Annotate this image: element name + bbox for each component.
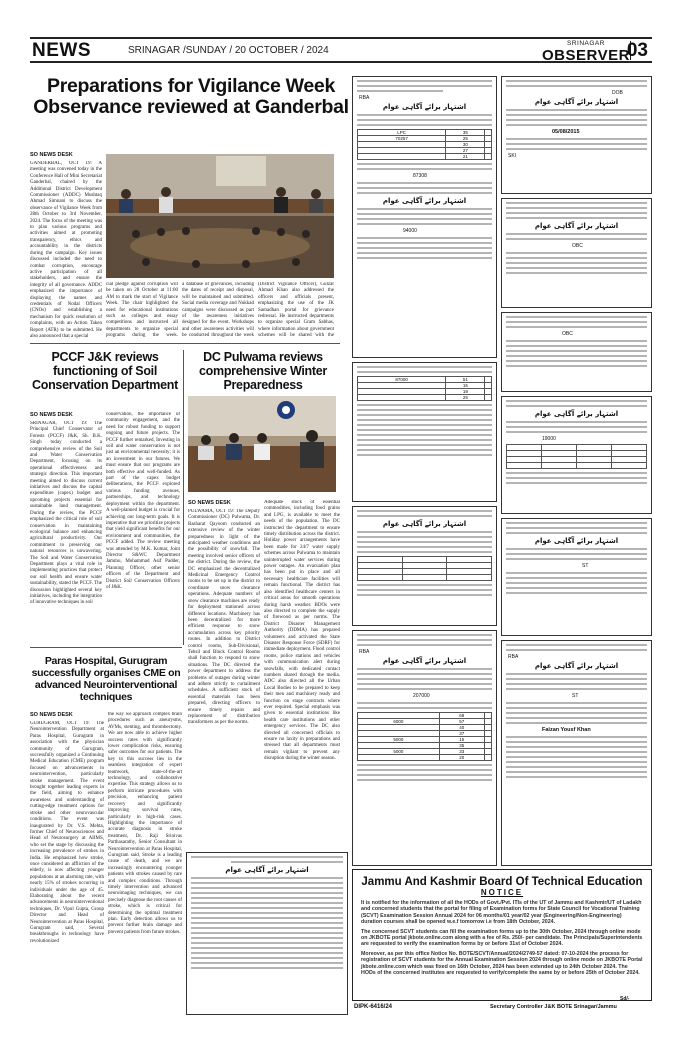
ad-table	[506, 444, 647, 469]
notice-signed: Sd/-	[620, 996, 630, 1002]
pulwama-photo	[188, 396, 336, 492]
pccf-byline: SO NEWS DESK	[30, 412, 73, 418]
table-cell: 68	[439, 713, 484, 719]
table-cell: 20	[439, 755, 484, 761]
table-cell: 25	[446, 395, 485, 401]
classified-ad	[186, 852, 348, 1015]
lead-headline: Preparations for Vigilance Week Observance reviewed at Ganderbal	[33, 75, 349, 118]
ad-heading: اشتہار برائے آگاہی عوام	[382, 520, 467, 528]
ad-signature: Faizan Yousf Khan	[542, 727, 591, 733]
notice-label: NOTICE	[480, 888, 524, 897]
section-title: NEWS	[32, 40, 91, 61]
classified-ad	[352, 506, 497, 626]
notice-title: Jammu And Kashmir Board Of Technical Education	[361, 876, 643, 888]
ad-code: RBA	[508, 654, 519, 660]
ad-table	[357, 556, 492, 581]
ad-code: 87308	[413, 173, 427, 179]
lead-byline: SO NEWS DESK	[30, 152, 73, 158]
ad-heading: اشتہار برائے آگاہی عوام	[382, 197, 467, 205]
ad-code: 207000	[413, 693, 430, 699]
table-cell: 87000	[358, 377, 446, 383]
ad-heading: اشتہار برائے آگاہی عوام	[534, 537, 619, 545]
table-cell: 51	[446, 377, 485, 383]
ad-code: 19000	[542, 436, 556, 442]
brand-name: OBSERVER	[542, 46, 630, 64]
classified-ad	[501, 76, 652, 194]
paras-text-col2: the way we approach complex brain procedures such as aneurysms, AVMs, stenting, and thrombectomy. We are now able to achieve higher success rates with significantly lower complication risks, ensuring safer outcomes for our patients. The key to this success lies in the seamless integration of expert teamwork, state-of-the-art technology, and collaborative expertise. This strategy allows us to perform intricate procedures with precision, enhancing patient recovery and significantly improving survival rates, particularly in high-risk cases. Highlighting the importance of accurate diagnosis in stroke treatment, Dr. Raji Srinivas Parthasarathy, Senior Consultant in Neurointervention at Paras Hospital, Gurugram said, Stroke is a leading cause of death, and we are increasingly encountering younger patients with strokes caused by rare and complex conditions. Through timely intervention and advanced neuroimaging techniques, we can precisely diagnose the root causes of stroke, which is critical for determining the optimal treatment plan. Early detection allows us to prevent further brain damage and prevent patients from future strokes.	[108, 712, 182, 935]
table-cell: 37	[439, 731, 484, 737]
table-cell: 19	[446, 389, 485, 395]
table-cell: 15	[439, 737, 484, 743]
ad-heading: اشتہار برائے آگاہی عوام	[534, 662, 619, 670]
table-cell: 35	[439, 743, 484, 749]
ad-heading: اشتہار برائے آگاہی عوام	[225, 866, 309, 874]
lead-text-col2: cial pledge against corruption will be taken on 28 October at 11:00 AM to mark the start of Vigilance Week. The chair highlighted the need for educational institutions such as colleges and essay competitions and instructed all departments to organize special programs during the week.	[106, 282, 178, 338]
table-cell: 5000	[358, 749, 440, 755]
pccf-headline: PCCF J&K reviews functioning of Soil Conservation Department	[32, 350, 178, 392]
table-cell: 6000	[358, 719, 440, 725]
lead-byline-block	[30, 152, 102, 347]
table-cell: 33	[439, 749, 484, 755]
ad-heading: اشتہار برائے آگاہی عوام	[534, 222, 619, 230]
table-cell: 30	[446, 142, 485, 148]
ad-code: ST	[572, 693, 579, 699]
stamp-date: 05/08/2015	[552, 129, 580, 135]
classified-ad	[352, 630, 497, 866]
paras-text-col1: GURUGRAM, OCT 19: The Neurointervention Department at Paras Hospital, Gurugram in association with the physician community of Gurugram, successfully organized a Continuing Medical Education (CME) program focused on advancements in neurointervention, particularly stroke management. The event brought together leading experts in the field, aiming to enhance awareness and understanding of cutting-edge treatment options for stroke and other neurovascular conditions. The event was inaugurated by Dr. V.S. Mehta, former Chief of Neurosciences and Head of Neurosurgery at AIIMS, who set the stage by discussing the increasing prevalence of strokes in India. He emphasized how stroke, once considered an affliction of the elderly, is now affecting younger populations at an alarming rate, with nearly 15% of strokes occurring in individuals under the age of 45. Elaborating about the recent advancements in neurointerventional techniques, Dr. Vipul Gupta, Group Director and Head of Neurointervention at Paras Hospital, Gurugram said, Several breakthroughs in technology have revolutionized	[30, 721, 104, 944]
ad-code: ST	[582, 563, 589, 569]
ad-table	[357, 376, 492, 401]
ad-heading: اشتہار برائے آگاہی عوام	[534, 98, 619, 106]
ad-code: RBA	[359, 649, 370, 655]
table-cell: 21	[446, 154, 485, 160]
lead-text-col1: GANDERBAL, OCT 19: A meeting was convened today in the Conference Hall of Mini Secretariat Ganderbal, chaired by the Additional District Development Commissioner (ADDC) Mushtaq Ahmad Simnani to discuss the observance of Vigilance Week from 28th October to 3rd November, 2024. The focus of the meeting was to plan various programs and activities aimed at promoting transparency, ethics and accountability in the districts during the campaign. Key issues discussed included the need to combat corruption, encourage active participation of all stakeholders, and ensure the integrity of all governance. ADDC emphasized the importance of displaying the names and credentials of Nodal Officers (CNOs) and establishing a mechanism for quick resolution of complaints, with an Action Taken Report (ATR) to be submitted. He also announced that a special	[30, 161, 102, 339]
ad-heading: اشتہار برائے آگاہی عوام	[382, 657, 467, 665]
table-cell: 70257	[358, 136, 446, 142]
table-cell: 27	[446, 148, 485, 154]
ad-heading: اشتہار برائے آگاہی عوام	[382, 103, 467, 111]
dipk-number: DIPK-6416/24	[354, 1004, 393, 1010]
table-cell: 35	[446, 130, 485, 136]
ad-code: RBA	[359, 95, 370, 101]
table-cell: 40	[439, 725, 484, 731]
paras-byline: SO NEWS DESK	[30, 712, 73, 718]
brand-top: SRINAGAR	[566, 40, 605, 47]
ad-table	[357, 129, 492, 160]
pulwama-col1-block	[188, 500, 260, 845]
divider	[183, 350, 184, 645]
pccf-text-col1: SRINAGAR, OCT 19: The Principal Chief Conservator of Forests (PCCF) J&K, Sh. B.K. Singh today conducted a comprehensive review of the Soil and Water Conservation Department, focusing on its operational effectiveness and strategic direction. This important meeting aimed to discuss current initiatives and discuss the capital expenditure (capex) budget and upcoming projects essential for sustainable land management. During the review, the PCCF emphasized the critical role of soil conservation in maintaining ecological balance and enhancing agricultural productivity. Our commitment to preserving our natural resources is unwavering. The Soil and Water Conservation Department plays a vital role in implementing practices that protect our soil health and ensure water sustainability, stated the PCCF. The discussion highlighted several key initiatives, including the integration of innovative techniques in soil	[30, 421, 102, 606]
notice-signatory: Secretary Controller J&K BOTE Srinagar/Jammu	[490, 1004, 617, 1010]
ad-heading: اشتہار برائے آگاہی عوام	[534, 410, 619, 418]
ad-table	[357, 712, 492, 761]
classified-ad	[501, 396, 652, 514]
pulwama-headline: DC Pulwama reviews comprehensive Winter Preparedness	[199, 350, 327, 392]
page-number: 03	[626, 40, 648, 61]
lead-text-col4: (District Vigilance Officer), Gulzar Ahmad Khan also addressed the officers and officials present, emphasizing the use of the JK Samadhan portal for grievance redressal. He instructed departments to organize special Gram Sabhas, where information about government schemes will be shared with the	[258, 282, 334, 338]
pulwama-text-col1: PULWAMA, OCT 19: The Deputy Commissioner (DC) Pulwama, Dr. Basharat Qayoom conducted an extensive review of the winter preparedness in light of the anticipated weather conditions and the possibility of snowfall. The meeting involved senior officers of the district. During the review, the DC emphasized the decentralized Medicinal Emergency Control rooms to be set up in the district to coordinate snow clearance operations. Adequate numbers of snow clearance machines are ready for deployment stationed across different locations. Machinery has been decentralized for more efficient response to snow accumulation across key priority routes. In addition to District control rooms, Sub-Divisional, Tehsil and Block Control Rooms shall function to respond to snow situations. The DC directed the power department to address the problems of outages during winter and adhere strictly to curtailment schedules. A sufficient stock of essential materials has been prepared, directing officers to ensure timely repairs and replacement of distribution transformers as per the norms.	[188, 509, 260, 726]
classified-ad	[352, 76, 497, 358]
lead-photo	[106, 154, 334, 278]
meeting-photo-icon	[188, 396, 336, 492]
masthead	[30, 37, 652, 63]
pulwama-byline: SO NEWS DESK	[188, 500, 231, 506]
classified-ad	[501, 518, 652, 636]
pccf-col1-block	[30, 412, 102, 649]
dateline: SRINAGAR /SUNDAY / 20 OCTOBER / 2024	[128, 45, 329, 56]
notice-para-1: It is notified for the information of all the HODs of Govt./Pvt. ITIs of the UT of Jammu and Kashmir/UT of Ladakh and concerned students that the portal for filing of Examination forms for State Council for Vocational Training (SCVT) Examination Session Annual 2024 for 06 months/01 year/02 year (Engineering/Non-Engineering) duration courses shall be opened w.e.f tomorrow i.e from 18th October, 2024.	[361, 900, 642, 926]
table-cell: 15	[446, 383, 485, 389]
notice-para-2: The concerned SCVT students can fill the examination forms up to the 30th October, 2024 through online mode on JKBOTE portal jkbote.online.com along with a fee of Rs. 250/- per candidate. The Principals/Superintendents are requested to verify the examination forms by or before 31st of October 2024.	[361, 928, 643, 948]
ad-code: DOB	[612, 90, 623, 96]
paras-col1-block	[30, 712, 104, 1021]
divider	[30, 647, 182, 648]
table-cell: 5000	[358, 737, 440, 743]
paras-headline: Paras Hospital, Gurugram successfully organises CME on advanced Neurointerventional techniques	[31, 655, 181, 703]
lead-text-col3: a database of grievances, including the dates of receipt and disposal, will be maintained and submitted. Social media coverage and Nukkad campaigns were discussed as part of the awareness initiatives designed for the event. Workshops and other awareness activities will be conducted throughout the week	[182, 282, 254, 338]
ad-code: OBC	[562, 331, 573, 337]
classified-ad	[501, 640, 652, 866]
classified-ad	[501, 198, 652, 308]
table-cell: LPC	[358, 130, 446, 136]
classified-ad	[352, 362, 497, 502]
classified-ad	[501, 312, 652, 392]
ad-code: OBC	[572, 243, 583, 249]
table-cell: 25	[446, 136, 485, 142]
pulwama-text-col2: Adequate stock of essential commodities, including food grains and LPG, is available to meet the needs of the population. The DC instructed the department to ensure timely distribution across the district. Holiday power arrangements have been made for 24/7 water supply schemes across Pulwama to maintain uninterrupted water services during power outages. An evacuation plan has been put in place and all necessary healthcare facilities will remain functional. The district has also identified healthcare centers in critical areas for smooth operations during harsh weather. BDOs were also directed to complete the supply of firewood as per norms. The District Disaster Management Authority (DDMA) has prepared volunteers and activated the State Disaster Response Force (SDRF) for immediate deployment. Flood control rooms, police stations and vehicles with communication alert during snowfalls, with dedicated contact numbers shared through the media. ADC also directed all the Urban Local Bodies to be prepared to keep their men and machinery ready and function on stage contracts where ever required. Special emphasis was given to essential institutions like health care institutions and other emergency services. The DC also directed all concerned officials to ensure no laxity in preparations and stressed that all departments must remain vigilant to prevent any disruption during the winter season.	[264, 500, 340, 762]
divider	[30, 343, 340, 344]
table-cell: 57	[439, 719, 484, 725]
brand-logo	[542, 41, 630, 63]
meeting-photo-icon	[106, 154, 334, 278]
notice-para-3: Moreover, as per this office Notice No. BOTE/SCVT/Annual/2024/2749-57 dated: 07-10-2024 the process for registration of SCVT students for the Annual Examination Session 2024 through online mode on JKBOTE Portal jkbote.online.com which was fixed on 16th October, 2024 has been extended up to 24th October 2024. The HODs of the concerned institutes are requested to verify/complete the same by or before 25th of October 2024.	[361, 950, 643, 977]
jkbote-notice	[352, 869, 652, 1001]
ad-code: 94000	[403, 228, 417, 234]
ad-code: SKI	[508, 153, 517, 159]
pccf-text-col2: conservation, the importance of community engagement, and the need for robust funding to support ongoing and future projects. The PCCF further remarked, Investing in soil and water conservation is not just an environmental necessity; it is an investment in our futures. We must ensure that our programs are both effective and well-funded. As part of the capex budget deliberations, the PCCF explored various funding avenues, partnerships, and technology deployment within the department. A well-planned budget is crucial for achieving our long-term goals. It is imperative that we prioritize projects that yield significant benefits for our environment and communities, the PCCF added. The review meeting was attended by M.K. Kumar, Joint Director S&WC Department Jammu, Mohammad Asif Padder, Planning Officer, other senior officers of the Department and District Soil Conservation Officers of J&K.	[106, 412, 180, 590]
